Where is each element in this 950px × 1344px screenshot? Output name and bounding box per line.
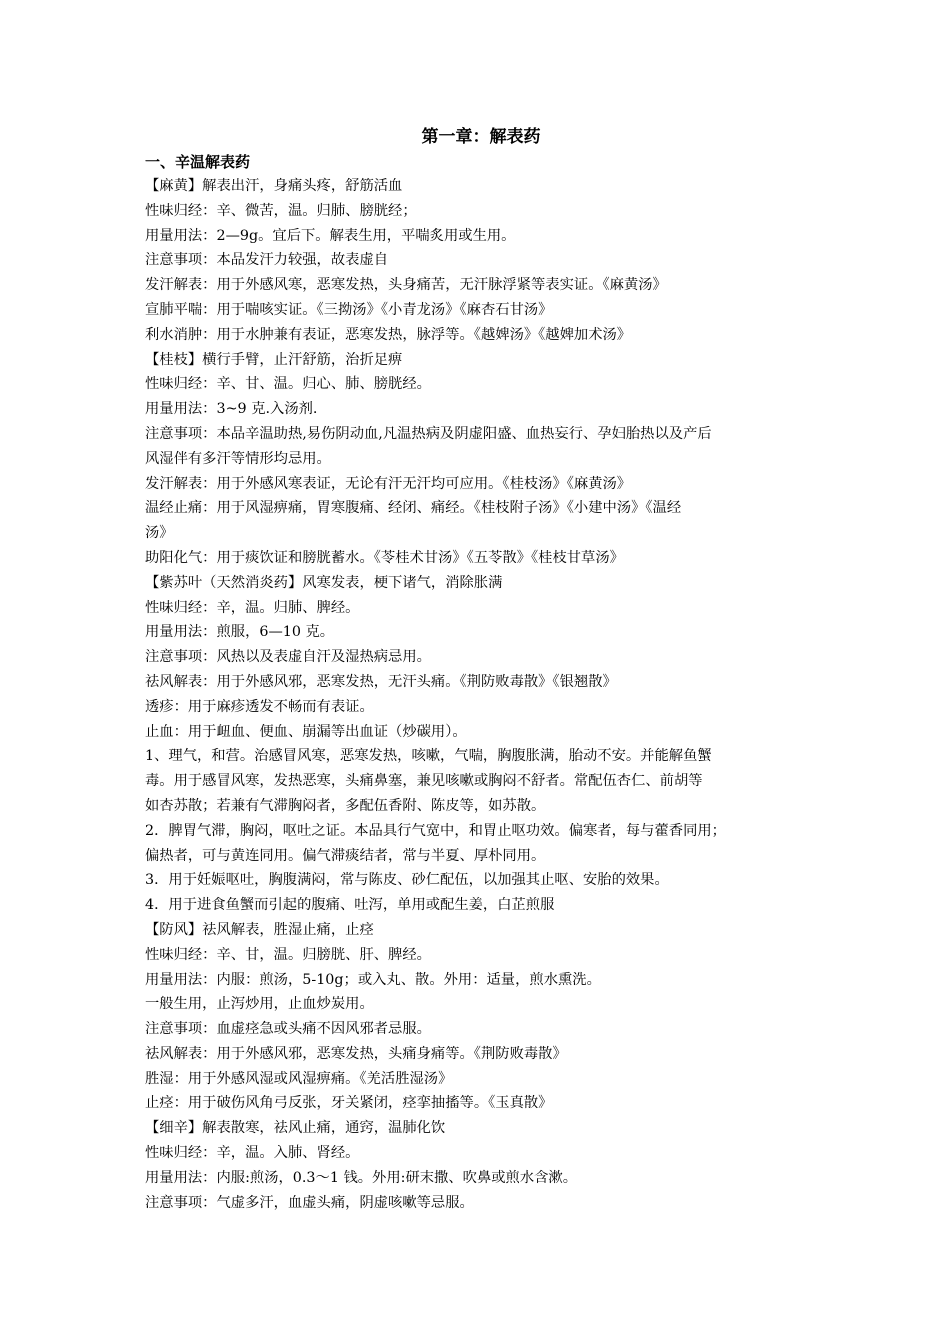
text-line: 助阳化气：用于痰饮证和膀胱蓄水。《苓桂术甘汤》《五苓散》《桂枝甘草汤》	[145, 549, 624, 566]
text-line: 发汗解表：用于外感风寒表证，无论有汗无汗均可应用。《桂枝汤》《麻黄汤》	[145, 475, 632, 492]
text-line: 透疹：用于麻疹透发不畅而有表证。	[145, 698, 374, 715]
text-line: 【麻黄】解表出汗，身痛头疼，舒筋活血	[145, 178, 403, 194]
text-line: 祛风解表：用于外感风邪，恶寒发热，无汗头痛。《荆防败毒散》《银翘散》	[145, 673, 617, 690]
text-line: 4．用于进食鱼蟹而引起的腹痛、吐泻，单用或配生姜，白芷煎服	[145, 897, 555, 914]
text-line: 【桂枝】横行手臂，止汗舒筋，治折足痹	[145, 351, 403, 368]
text-line: 注意事项：血虚痉急或头痛不因风邪者忌服。	[145, 1021, 431, 1038]
text-line: 性味归经：辛、甘，温。归膀胱、肝、脾经。	[145, 946, 431, 963]
section-heading: 一、辛温解表药	[145, 153, 251, 171]
text-line: 注意事项：本品辛温助热,易伤阴动血,凡温热病及阴虚阳盛、血热妄行、孕妇胎热以及产后	[145, 425, 712, 442]
chapter-title: 第一章：解表药	[421, 127, 541, 147]
text-line: 如杏苏散；若兼有气滞胸闷者，多配伍香附、陈皮等，如苏散。	[145, 797, 546, 814]
text-line: 性味归经：辛，温。归肺、脾经。	[145, 599, 360, 616]
text-line: 用量用法：内服：煎汤，5-10g；或入丸、散。外用：适量，煎水熏洗。	[145, 971, 601, 988]
text-line: 宣肺平喘：用于喘咳实证。《三拗汤》《小青龙汤》《麻杏石甘汤》	[145, 301, 553, 318]
text-line: 止痉：用于破伤风角弓反张，牙关紧闭，痉挛抽搐等。《玉真散》	[145, 1095, 553, 1112]
text-line: 注意事项：风热以及表虚自汗及湿热病忌用。	[145, 649, 431, 666]
text-line: 3．用于妊娠呕吐，胸腹满闷，常与陈皮、砂仁配伍，以加强其止呕、安胎的效果。	[145, 872, 669, 889]
text-line: 温经止痛：用于风湿痹痛，胃寒腹痛、经闭、痛经。《桂枝附子汤》《小建中汤》《温经	[145, 500, 682, 517]
text-line: 一般生用，止泻炒用，止血炒炭用。	[145, 996, 374, 1013]
text-line: 注意事项：本品发汗力较强，故表虚自	[145, 252, 389, 269]
text-line: 【防风】祛风解表，胜湿止痛，止痉	[145, 921, 374, 938]
text-line: 胜湿：用于外感风湿或风湿痹痛。《羌活胜湿汤》	[145, 1070, 453, 1087]
text-line: 性味归经：辛、微苦，温。归肺、膀胱经；	[145, 202, 417, 219]
document-page	[145, 124, 817, 1215]
text-line: 利水消肿：用于水肿兼有表证，恶寒发热，脉浮等。《越婢汤》《越婢加术汤》	[145, 326, 632, 343]
text-line: 【紫苏叶（天然消炎药】风寒发表，梗下诸气，消除胀满	[145, 574, 503, 591]
text-line: 注意事项：气虚多汗，血虚头痛，阴虚咳嗽等忌服。	[145, 1194, 474, 1211]
text-line: 性味归经：辛、甘、温。归心、肺、膀胱经。	[145, 376, 431, 393]
text-line: 性味归经：辛，温。入肺、肾经。	[145, 1145, 360, 1162]
text-line: 用量用法：内服:煎汤，0.3～1 钱。外用:研末撒、吹鼻或煎水含漱。	[145, 1169, 578, 1186]
text-line: 2．脾胃气滞，胸闷，呕吐之证。本品具行气宽中，和胃止呕功效。偏寒者，每与藿香同用；	[145, 822, 726, 839]
text-line: 用量用法：煎服，6—10 克。	[145, 624, 335, 641]
text-line: 发汗解表：用于外感风寒，恶寒发热，头身痛苦，无汗脉浮紧等表实证。《麻黄汤》	[145, 277, 667, 294]
text-line: 1、理气，和营。治感冒风寒，恶寒发热，咳嗽，气喘，胸腹胀满，胎动不安。并能解鱼蟹	[145, 748, 712, 765]
text-line: 用量用法：2—9g。宜后下。解表生用，平喘炙用或生用。	[145, 227, 516, 244]
text-line: 偏热者，可与黄连同用。偏气滞痰结者，常与半夏、厚朴同用。	[145, 847, 546, 864]
text-line: 用量用法：3~9 克.入汤剂.	[145, 401, 318, 418]
text-line: 【细辛】解表散寒，祛风止痛，通窍，温肺化饮	[145, 1120, 446, 1137]
text-line: 祛风解表：用于外感风邪，恶寒发热，头痛身痛等。《荆防败毒散》	[145, 1045, 567, 1062]
document-body	[145, 174, 817, 1215]
text-line: 风湿伴有多汗等情形均忌用。	[145, 450, 331, 467]
text-line: 止血：用于衄血、便血、崩漏等出血证（炒碳用）。	[145, 723, 467, 740]
text-line: 汤》	[145, 525, 174, 542]
text-line: 毒。用于感冒风寒，发热恶寒，头痛鼻塞，兼见咳嗽或胸闷不舒者。常配伍杏仁、前胡等	[145, 773, 703, 790]
